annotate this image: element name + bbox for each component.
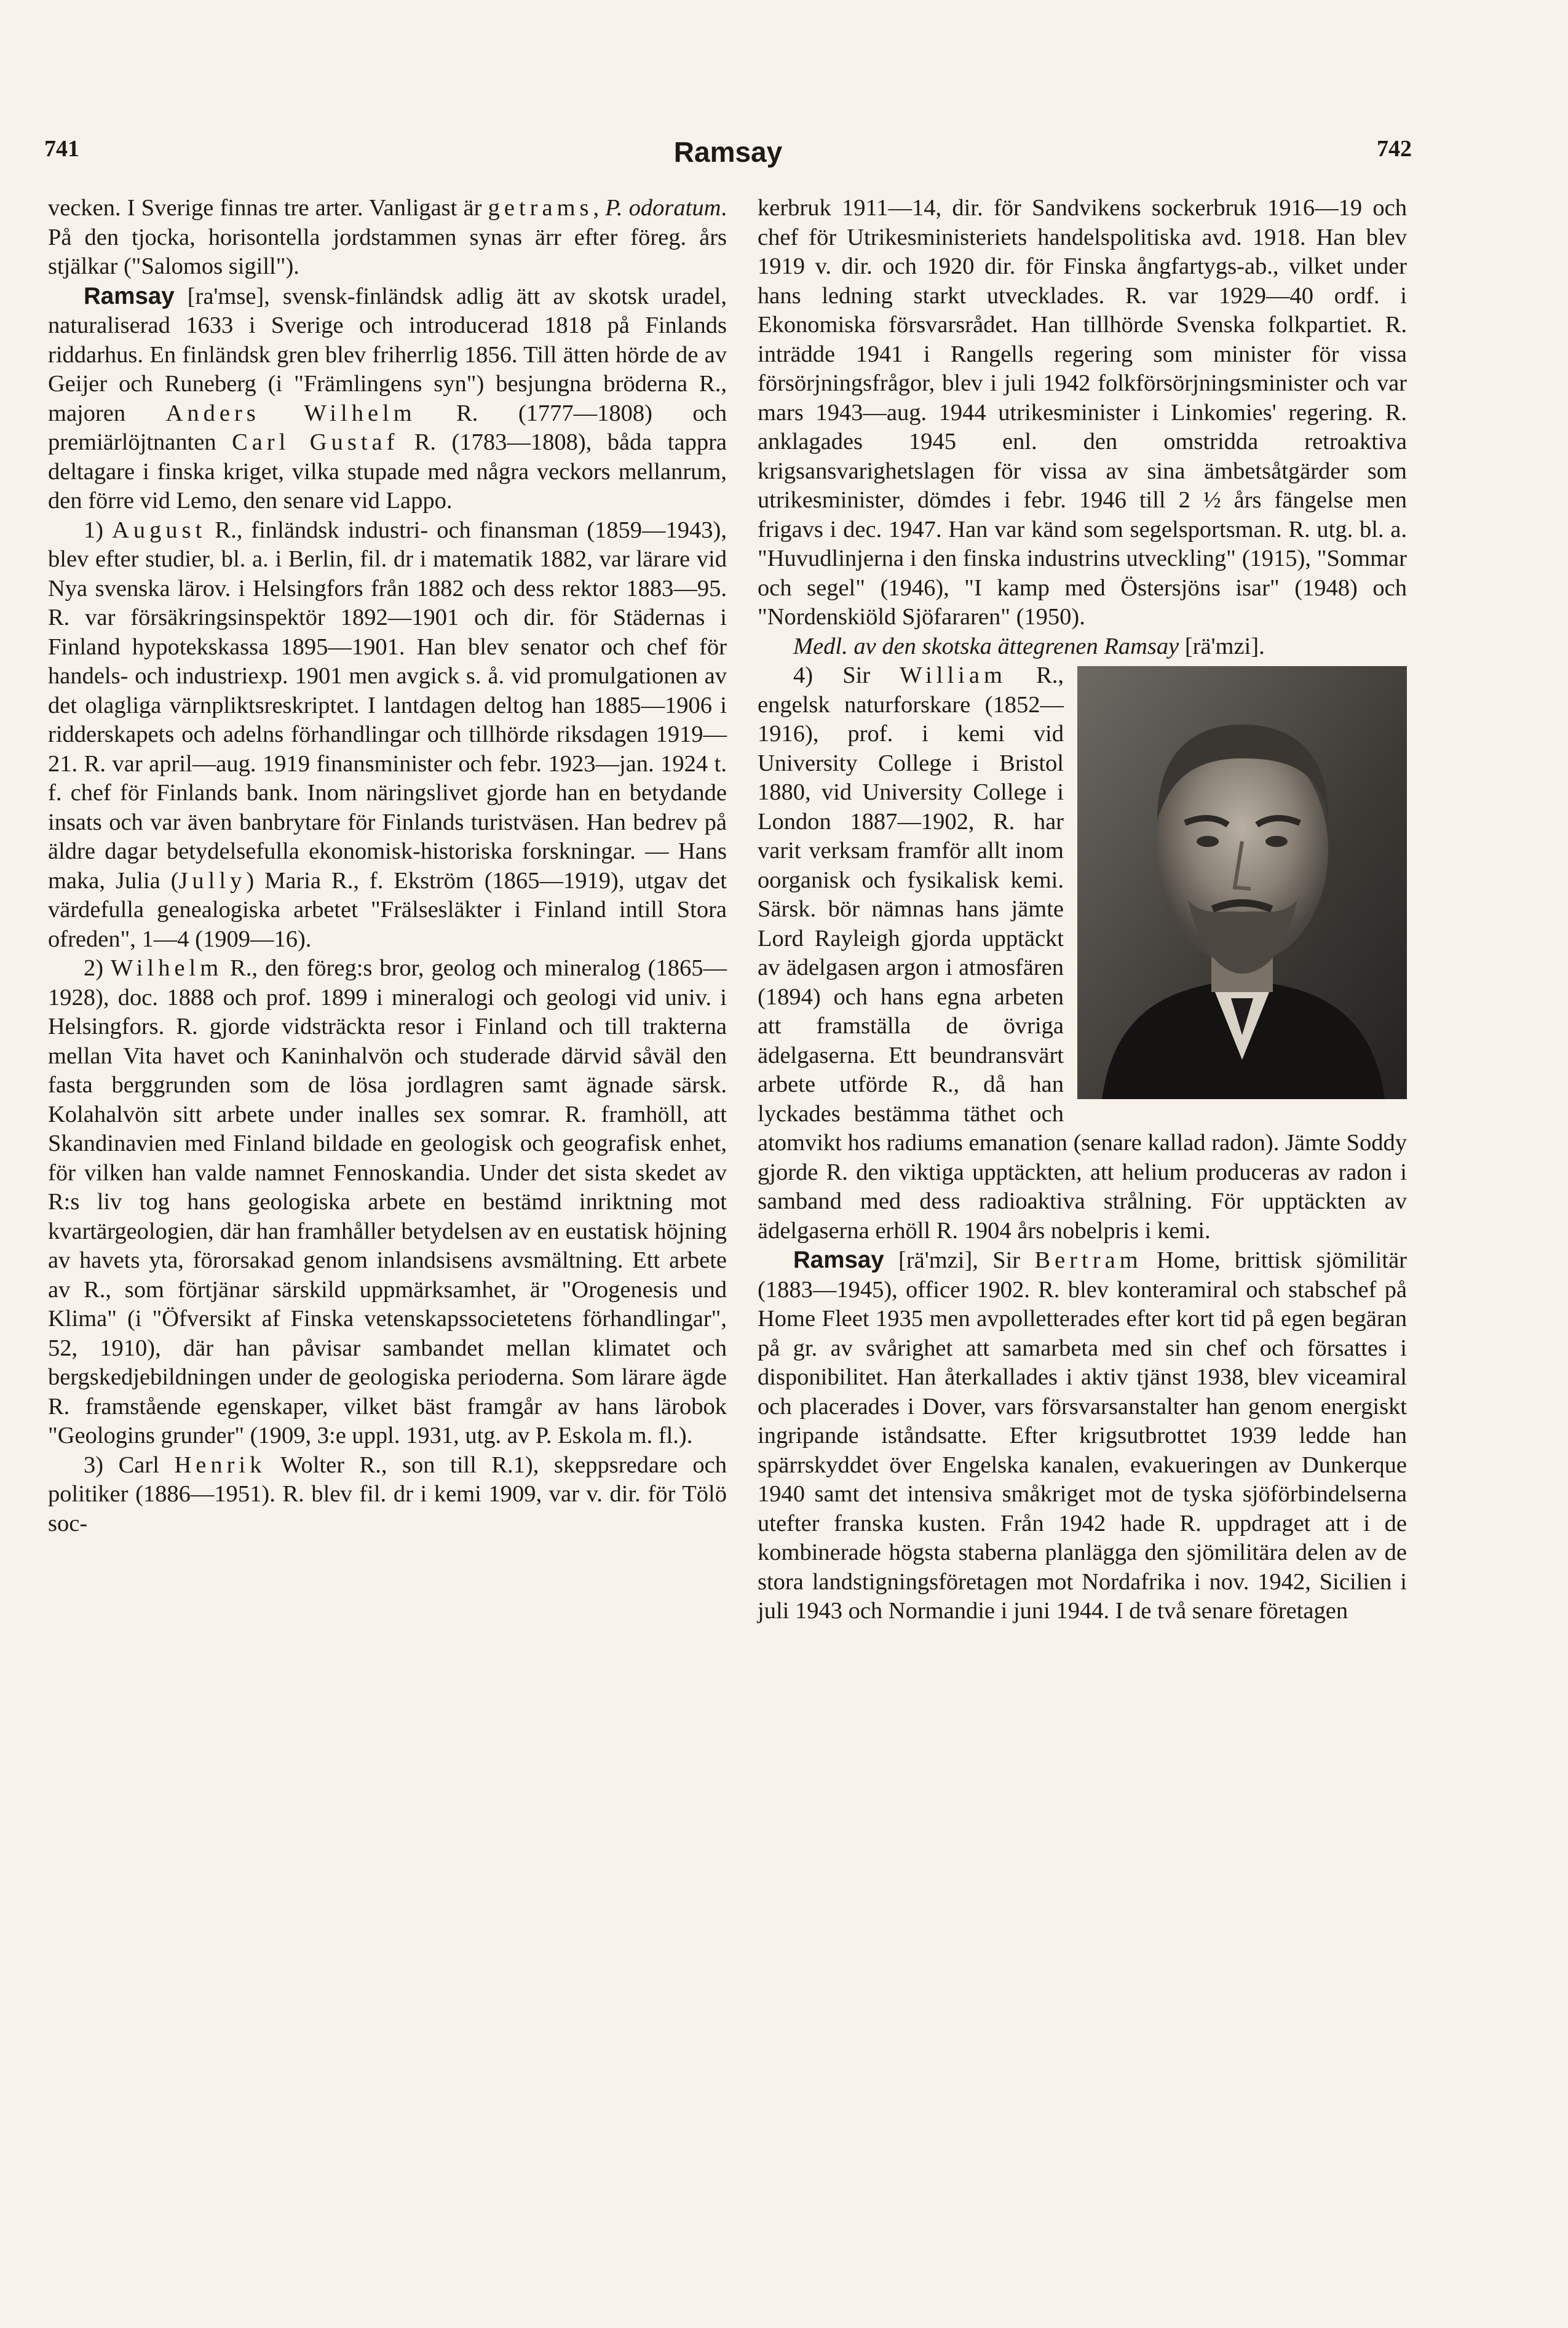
left-column (48, 194, 727, 1538)
entry-ramsay-family: Ramsay [ra'mse], svensk-finländsk adlig ätt av skotsk uradel, naturaliserad 1633 i Sverige och introducerad 1818 på Finlands riddarhus. En finländsk gren blev friherrlig 1856. Till ätten hörde de av Geijer och Runeberg (i "Främlingens syn") besjungna bröderna R., majoren Anders Wilhelm R. (1777—1808) och premiärlöjtnanten Carl Gustaf R. (1783—1808), båda tappra deltagare i finska kriget, vilka stupade med några veckors mellanrum, den förre vid Lemo, den senare vid Lappo. (48, 282, 727, 514)
portrait-photo (1077, 666, 1407, 1099)
headword: Ramsay (793, 1247, 884, 1273)
right-column (758, 194, 1407, 1626)
entry-wilhelm: 2) Wilhelm R., den föreg:s bror, geolog och mineralog (1865—1928), doc. 1888 och prof. 1899 i mineralogi och geologi vid univ. i Helsingfors. R. gjorde vidsträckta resor i Finland och till trakterna mellan Vita havet och Kaninhalvön och studerade därvid såväl den fasta berggrunden som de lösa jordlagren samt ägnade särsk. Kolahalvön sitt arbete under inalles sex somrar. R. framhöll, att Skandinavien med Finland bildade en geologisk och geografisk enhet, för vilken han valde namnet Fennoskandia. Under det sista skedet av R:s liv tog hans geologiska arbete en bestämd inriktning mot kvartärgeologien, där han framhåller betydelsen av en eustatisk höjning av havets yta, förorsakad genom inlandsisens avsmältning. Ett arbete av R., som förtjänar särskild uppmärksamhet, är "Orogenesis und Klima" (i "Öfversikt af Finska vetenskapssocietetens förhandlingar", 52, 1910), där han påvisar sambandet mellan klimatet och bergskedjebildningen under de geologiska perioderna. Som lärare ägde R. framstående egenskaper, vilket bäst framgår av hans lärobok "Geologins grunder" (1909, 3:e uppl. 1931, utg. av P. Eskola m. fl.). (48, 955, 727, 1448)
entry-continuation: vecken. I Sverige finnas tre arter. Vanligast är getrams, P. odoratum. På den tjocka, horisontella jordstammen synas ärr efter föreg. års stjälkar ("Salomos sigill"). (48, 195, 727, 279)
entry-bertram: Ramsay [rä'mzi], Sir Bertram Home, brittisk sjömilitär (1883—1945), officer 1902. R. blev konteramiral och stabschef på Home Fleet 1935 men avpolletterades efter kort tid på egen begäran på gr. av svårighet att samarbeta med sin chef och försattes i disponibilitet. Han återkallades i aktiv tjänst 1938, blev viceamiral och placerades i Dover, vars försvarsanstalter han genom energiskt ingripande iståndsatte. Efter krigsutbrottet 1939 ledde han spärrskyddet över Engelska kanalen, evakueringen av Dunkerque 1940 samt det intensiva småkriget mot de tyska sjöförbindelserna utefter franska kusten. Från 1942 hade R. uppdraget att i de kombinerade högsta staberna planlägga den sjömilitära delen av de stora landstigningsföretagen mot Nordafrika i nov. 1942, Sicilien i juli 1943 och Normandie i juni 1944. I de två senare företagen (758, 1247, 1407, 1624)
page-number-left: 741 (44, 136, 79, 162)
scottish-branch-heading: Medl. av den skotska ättegrenen Ramsay [rä'mzi]. (793, 633, 1265, 659)
entry-carl-henrik-cont: kerbruk 1911—14, dir. för Sandvikens sockerbruk 1916—19 och chef för Utrikesministeriets handelspolitiska avd. 1918. Han blev 1919 v. dir. och 1920 dir. för Finska ångfartygs-ab., vilket under hans ledning starkt utvecklades. R. var 1929—40 ordf. i Ekonomiska försvarsrådet. Han tillhörde Svenska folkpartiet. R. inträdde 1941 i Rangells regering som minister för vissa försörjningsfrågor, blev i juli 1942 folkförsörjningsminister och var mars 1943—aug. 1944 utrikesminister i Linkomies' regering. R. anklagades 1945 enl. den omstridda retroaktiva krigsansvarighetslagen för vissa av sina ämbetsåtgärder som utrikesminister, dömdes i febr. 1946 till 2 ½ års fängelse men frigavs i dec. 1947. Han var känd som segelsportsman. R. utg. bl. a. "Huvudlinjerna i den finska industrins utveckling" (1915), "Sommar och segel" (1946), "I kamp med Östersjöns isar" (1948) och "Nordenskiöld Sjöfararen" (1950). (758, 195, 1407, 630)
entry-august: 1) August R., finländsk industri- och finansman (1859—1943), blev efter studier, bl. a. i Berlin, fil. dr i matematik 1882, var lärare vid Nya svenska lärov. i Helsingfors från 1882 och dess rektor 1883—95. R. var försäkringsinspektör 1892—1901 och dir. för Städernas i Finland hypotekskassa 1895—1901. Han blev senator och chef för handels- och industriexp. 1901 men avgick s. å. vid promulgationen av det olagliga värnpliktsreskriptet. I lantdagen deltog han 1885—1906 i ridderskapets och adelns förhandlingar och tillhörde riksdagen 1919—21. R. var april—aug. 1919 finansminister och febr. 1923—jan. 1924 t. f. chef för Finlands bank. Inom näringslivet gjorde han en betydande insats och var även banbrytare för Finlands turistväsen. Han bedrev på äldre dagar betydelsefulla ekonomisk-historiska forskningar. — Hans maka, Julia (Jully) Maria R., f. Ekström (1865—1919), utgav det värdefulla genealogiska arbetet "Frälsesläkter i Finland intill Stora ofreden", 1—4 (1909—16). (48, 517, 727, 952)
running-title: Ramsay (673, 136, 783, 168)
page-number-right: 742 (1377, 136, 1412, 162)
entry-william: 4) Sir William R., engelsk naturforskare (1852—1916), prof. i kemi vid University College i Bristol 1880, vid University College i London 1887—1902, R. har varit verksam framför allt inom oorganisk och fysikalisk kemi. Särsk. bör nämnas hans jämte Lord Rayleigh gjorda upptäckt av ädelgasen argon i atmosfären (1894) och hans egna arbeten att framställa de övriga ädelgaserna. Ett beundransvärt arbete utförde R., då han lyckades bestämma täthet och atomvikt hos radiums emanation (senare kallad radon). Jämte Soddy gjorde R. den viktiga upptäckten, att helium produceras av radon i samband med dess radioaktiva strålning. För upptäckten av ädelgaserna erhöll R. 1904 års nobelpris i kemi. (758, 662, 1407, 1244)
page-header (44, 135, 1412, 178)
entry-carl-henrik: 3) Carl Henrik Wolter R., son till R.1), skeppsredare och politiker (1886—1951). R. blev fil. dr i kemi 1909, var v. dir. för Tölö soc- (48, 1452, 727, 1536)
portrait-image (1077, 666, 1407, 1099)
portrait-drawing (1077, 666, 1407, 1099)
headword: Ramsay (84, 282, 175, 309)
